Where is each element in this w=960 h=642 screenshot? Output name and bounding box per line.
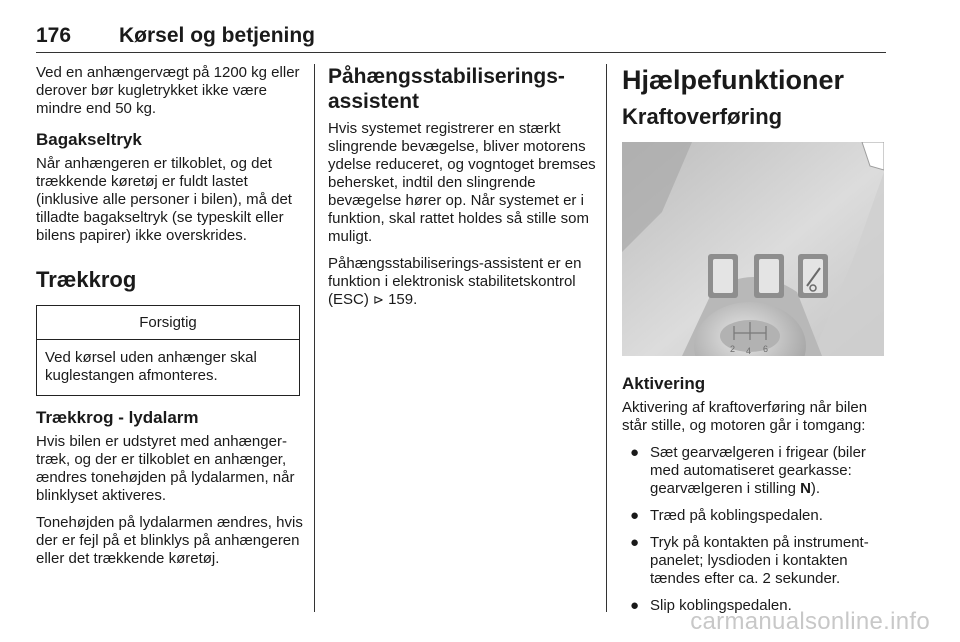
bullet-icon: ●	[630, 507, 640, 524]
column-2	[328, 64, 598, 318]
gear-label-2: 2	[730, 344, 736, 354]
list-item-text: Slip koblingspedalen.	[650, 597, 792, 614]
column-3	[622, 64, 886, 624]
caution-box	[36, 305, 300, 396]
paragraph-aktivering: Aktivering af kraftoverføring når bilen står stille, og motoren går i tomgang:	[622, 399, 868, 434]
gear-label-6: 6	[763, 344, 769, 354]
heading-aktivering: Aktivering	[622, 374, 706, 393]
dashboard-switch-illustration	[622, 142, 884, 356]
page-header	[36, 22, 886, 53]
paragraph-bagakseltryk: Når anhængeren er tilkoblet, og det trækkende køretøj er fuldt lastet (inklusive alle personer i bilen), må det tilladte bagakseltryk (se typeskilt eller bilens papirer) ikke overskrides.	[36, 155, 292, 244]
paragraph-stabilisering-2-text: Påhængsstabiliserings-assistent er en funktion i elektronisk stabilitetskontrol (ESC)	[328, 255, 582, 308]
bullet-icon: ●	[630, 444, 640, 461]
list-item-text: Sæt gearvælgeren i frigear (biler med automatiseret gearkasse: gearvælgeren i stilling	[650, 444, 866, 497]
list-item	[622, 534, 886, 588]
paragraph-stabilisering-2	[328, 255, 598, 309]
list-item	[622, 507, 886, 525]
page-reference-icon: ⊳	[373, 292, 384, 307]
caution-text: Ved kørsel uden anhænger skal kuglestangen afmonteres.	[45, 349, 257, 384]
caution-title: Forsigtig	[37, 306, 299, 340]
page-reference-link[interactable]: 159.	[388, 291, 418, 308]
bullet-icon: ●	[630, 534, 640, 551]
bullet-icon: ●	[630, 597, 640, 614]
paragraph-stabilisering-1: Hvis systemet registrerer en stærkt slingrende bevægelse, bliver motorens ydelse reduceret, og vogntoget bremses behersket, indtil den slingrende bevægelse hører op. Når systemet er i funktion, skal rattet holdes så stille som muligt.	[328, 120, 596, 245]
running-title: Kørsel og betjening	[119, 24, 316, 47]
heading-stabiliseringsassistent: Påhængsstabiliseringsassistent	[328, 65, 565, 113]
heading-hjaelpefunktioner: Hjælpefunktioner	[622, 65, 845, 95]
watermark: carmanualsonline.info	[690, 608, 930, 635]
heading-traekkrog: Trækkrog	[36, 267, 137, 292]
column-divider-1	[314, 64, 315, 612]
column-divider-2	[606, 64, 607, 612]
heading-bagakseltryk: Bagakseltryk	[36, 130, 142, 149]
intro-paragraph: Ved en anhængervægt på 1200 kg eller derover bør kugletrykket ikke være mindre end 50 kg.	[36, 64, 300, 117]
paragraph-lydalarm-1: Hvis bilen er udstyret med anhængertræk, og der er tilkoblet en anhænger, ændres tonehøjden på lydalarmen, når blinklyset aktiveres.	[36, 433, 295, 504]
list-item-bold: N	[800, 480, 811, 497]
list-item	[622, 444, 886, 498]
column-1	[36, 64, 304, 577]
list-item-text: Træd på koblingspedalen.	[650, 507, 823, 524]
list-item-tail: ).	[810, 480, 821, 497]
paragraph-lydalarm-2: Tonehøjden på lydalarmen ændres, hvis der er fejl på et blinklys på anhængeren eller det trækkende køretøj.	[36, 514, 303, 567]
heading-kraftoverfoering: Kraftoverføring	[622, 104, 783, 129]
gear-label-4: 4	[746, 346, 752, 356]
heading-lydalarm: Trækkrog - lydalarm	[36, 408, 199, 427]
list-item-text: Tryk på kontakten på instrumentpanelet; lysdioden i kontakten tændes efter ca. 2 sekunder.	[650, 534, 869, 587]
page-number: 176	[36, 24, 72, 47]
activation-steps-list	[622, 444, 886, 615]
